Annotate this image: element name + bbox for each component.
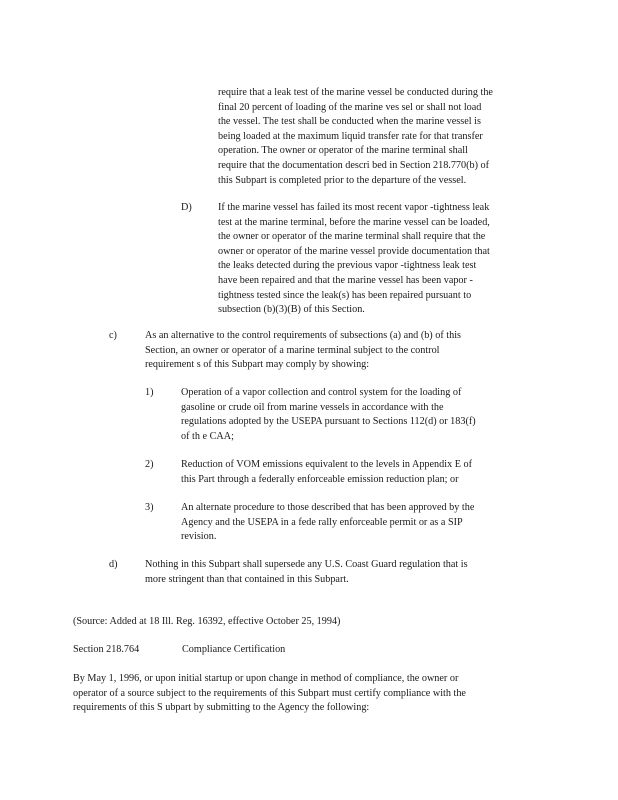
subitem-3-label: 3) xyxy=(145,502,154,513)
item-d-upper-paragraph xyxy=(218,201,542,318)
subitem-2-paragraph xyxy=(181,458,529,487)
text-line: By May 1, 1996, or upon initial startup or upon change in method of compliance, the owner or xyxy=(73,673,459,684)
text-line: the owner or operator of the marine terminal shall require that the xyxy=(218,231,486,243)
text-line: gasoline or crude oil from marine vessels in accordance with the xyxy=(181,401,444,413)
section-number: Section 218.764 xyxy=(73,644,140,655)
text-line: final 20 percent of loading of the marine ves sel or shall not load xyxy=(218,101,482,113)
text-line: requirement s of this Subpart may comply by showing: xyxy=(145,359,370,371)
text-line: more stringent than that contained in this Subpart. xyxy=(145,573,349,585)
text-line: operation. The owner or operator of the marine terminal shall xyxy=(218,145,468,157)
text-line: test at the marine terminal, before the marine vessel can be loaded, xyxy=(218,216,490,228)
text-line: tightness tested since the leak(s) has been repaired pursuant to xyxy=(218,289,472,301)
text-line: the vessel. The test shall be conducted when the marine vessel is xyxy=(218,116,481,128)
item-d-upper-label: D) xyxy=(181,202,192,213)
text-line: As an alternative to the control requirements of subsections (a) and (b) of this xyxy=(145,330,462,341)
text-line: this Part through a federally enforceable emission reduction plan; or xyxy=(181,473,459,485)
section-title: Compliance Certification xyxy=(182,644,286,655)
subitem-1-label: 1) xyxy=(145,387,154,398)
item-c-paragraph xyxy=(145,329,519,373)
text-line: revision. xyxy=(181,531,217,543)
text-line: owner or operator of the marine vessel provide documentation that xyxy=(218,245,490,257)
text-line: subsection (b)(3)(B) of this Section. xyxy=(218,304,365,316)
text-line: have been repaired and that the marine vessel has been vapor - xyxy=(218,274,473,286)
text-line: If the marine vessel has failed its most recent vapor -tightness leak xyxy=(218,202,490,213)
subitem-2-label: 2) xyxy=(145,459,154,470)
text-line: require that the documentation descri bed in Section 218.770(b) of xyxy=(218,159,490,171)
text-line: of th e CAA; xyxy=(181,430,234,442)
item-c-label: c) xyxy=(109,330,117,341)
closing-paragraph xyxy=(73,672,539,716)
subitem-3-paragraph xyxy=(181,501,529,545)
text-line: being loaded at the maximum liquid transfer rate for that transfer xyxy=(218,130,483,142)
subitem-1-paragraph xyxy=(181,386,529,444)
text-line: this Subpart is completed prior to the departure of the vessel. xyxy=(218,174,467,186)
text-line: require that a leak test of the marine vessel be conducted during the xyxy=(218,87,493,98)
text-line: Operation of a vapor collection and control system for the loading of xyxy=(181,387,462,398)
text-line: requirements of this S ubpart by submitting to the Agency the following: xyxy=(73,702,370,714)
text-line: Reduction of VOM emissions equivalent to the levels in Appendix E of xyxy=(181,459,472,470)
text-line: the leaks detected during the previous vapor -tightness leak test xyxy=(218,260,477,272)
text-line: An alternate procedure to those described that has been approved by the xyxy=(181,502,475,513)
continuation-paragraph xyxy=(218,86,542,188)
text-line: operator of a source subject to the requirements of this Subpart must certify compliance with the xyxy=(73,687,466,699)
text-line: Agency and the USEPA in a fede rally enforceable permit or as a SIP xyxy=(181,516,463,528)
text-line: Section, an owner or operator of a marine terminal subject to the control xyxy=(145,344,440,356)
text-line: Nothing in this Subpart shall supersede any U.S. Coast Guard regulation that is xyxy=(145,559,468,570)
source-note: (Source: Added at 18 Ill. Reg. 16392, effective October 25, 1994) xyxy=(73,616,341,627)
text-line: regulations adopted by the USEPA pursuant to Sections 112(d) or 183(f) xyxy=(181,416,476,428)
item-d-paragraph xyxy=(145,558,529,587)
item-d-label: d) xyxy=(109,559,118,570)
